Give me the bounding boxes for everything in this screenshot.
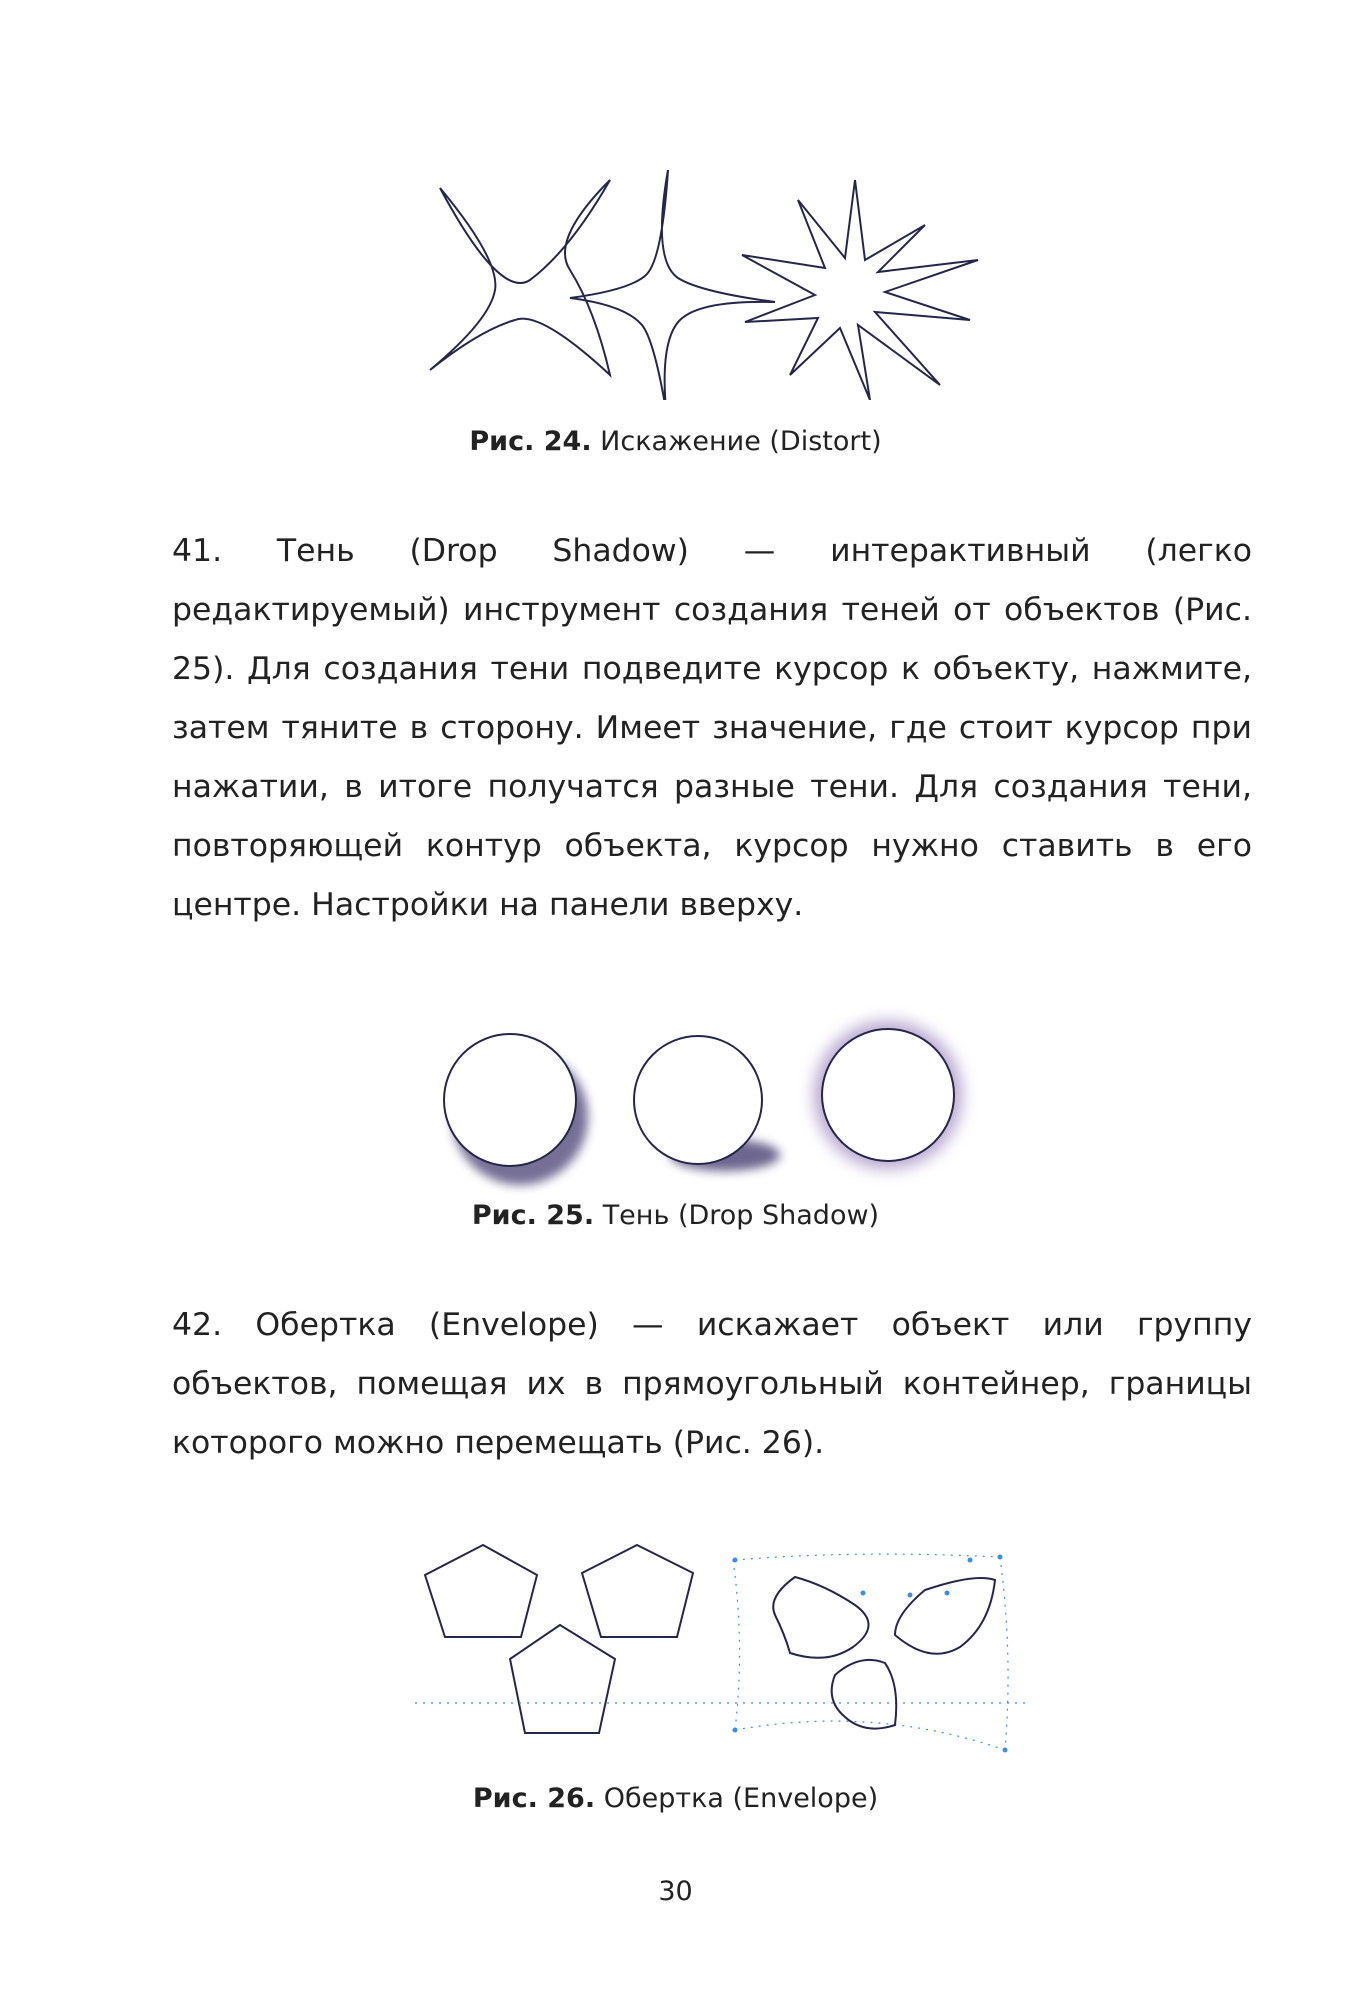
figure-25-caption xyxy=(0,1200,1351,1231)
paragraph-42-envelope: 42. Обертка (Envelope) — искажает объект или группу объектов, помещая их в прямоугольный контейнер, границы которого можно перемещать (Рис. 26). xyxy=(172,1307,1252,1461)
envelope-guides xyxy=(415,1554,1025,1750)
burst-star-shape xyxy=(742,180,978,400)
figure-caption-text: Обертка (Envelope) xyxy=(603,1783,879,1814)
figure-label: Рис. 26. xyxy=(472,1783,596,1814)
figure-label: Рис. 24. xyxy=(469,426,592,457)
figure-label: Рис. 25. xyxy=(471,1200,595,1231)
page-number: 30 xyxy=(658,1876,693,1907)
original-pentagons xyxy=(425,1545,693,1733)
figure-caption-text: Тень (Drop Shadow) xyxy=(602,1200,880,1231)
figure-24-caption xyxy=(0,426,1351,457)
distorted-square-shape xyxy=(430,180,610,375)
figure-26-caption xyxy=(0,1783,1351,1814)
distorted-pentagons xyxy=(773,1577,995,1729)
shadow-circle-1 xyxy=(444,1034,588,1185)
figure-25-drop-shadow-illustration xyxy=(430,1005,990,1195)
figure-caption-text: Искажение (Distort) xyxy=(600,426,882,457)
shadow-circle-3 xyxy=(814,1021,962,1169)
figure-24-distort-illustration xyxy=(420,170,980,400)
figure-26-envelope-illustration xyxy=(415,1535,1025,1755)
envelope-handles xyxy=(733,1555,1008,1753)
paragraph-41-drop-shadow: 41. Тень (Drop Shadow) — интерактивный (легко редактируемый) инструмент создания теней от объектов (Рис. 25). Для создания тени подведите курсор к объекту, нажмите, затем тяните в сторону. Имеет значение, где стоит курсор при нажатии, в итоге получатся разные тени. Для создания тени, повторяющей контур объекта, курсор нужно ставить в его центре. Настройки на панели вверху. xyxy=(172,533,1252,923)
shadow-circle-2 xyxy=(634,1036,780,1171)
